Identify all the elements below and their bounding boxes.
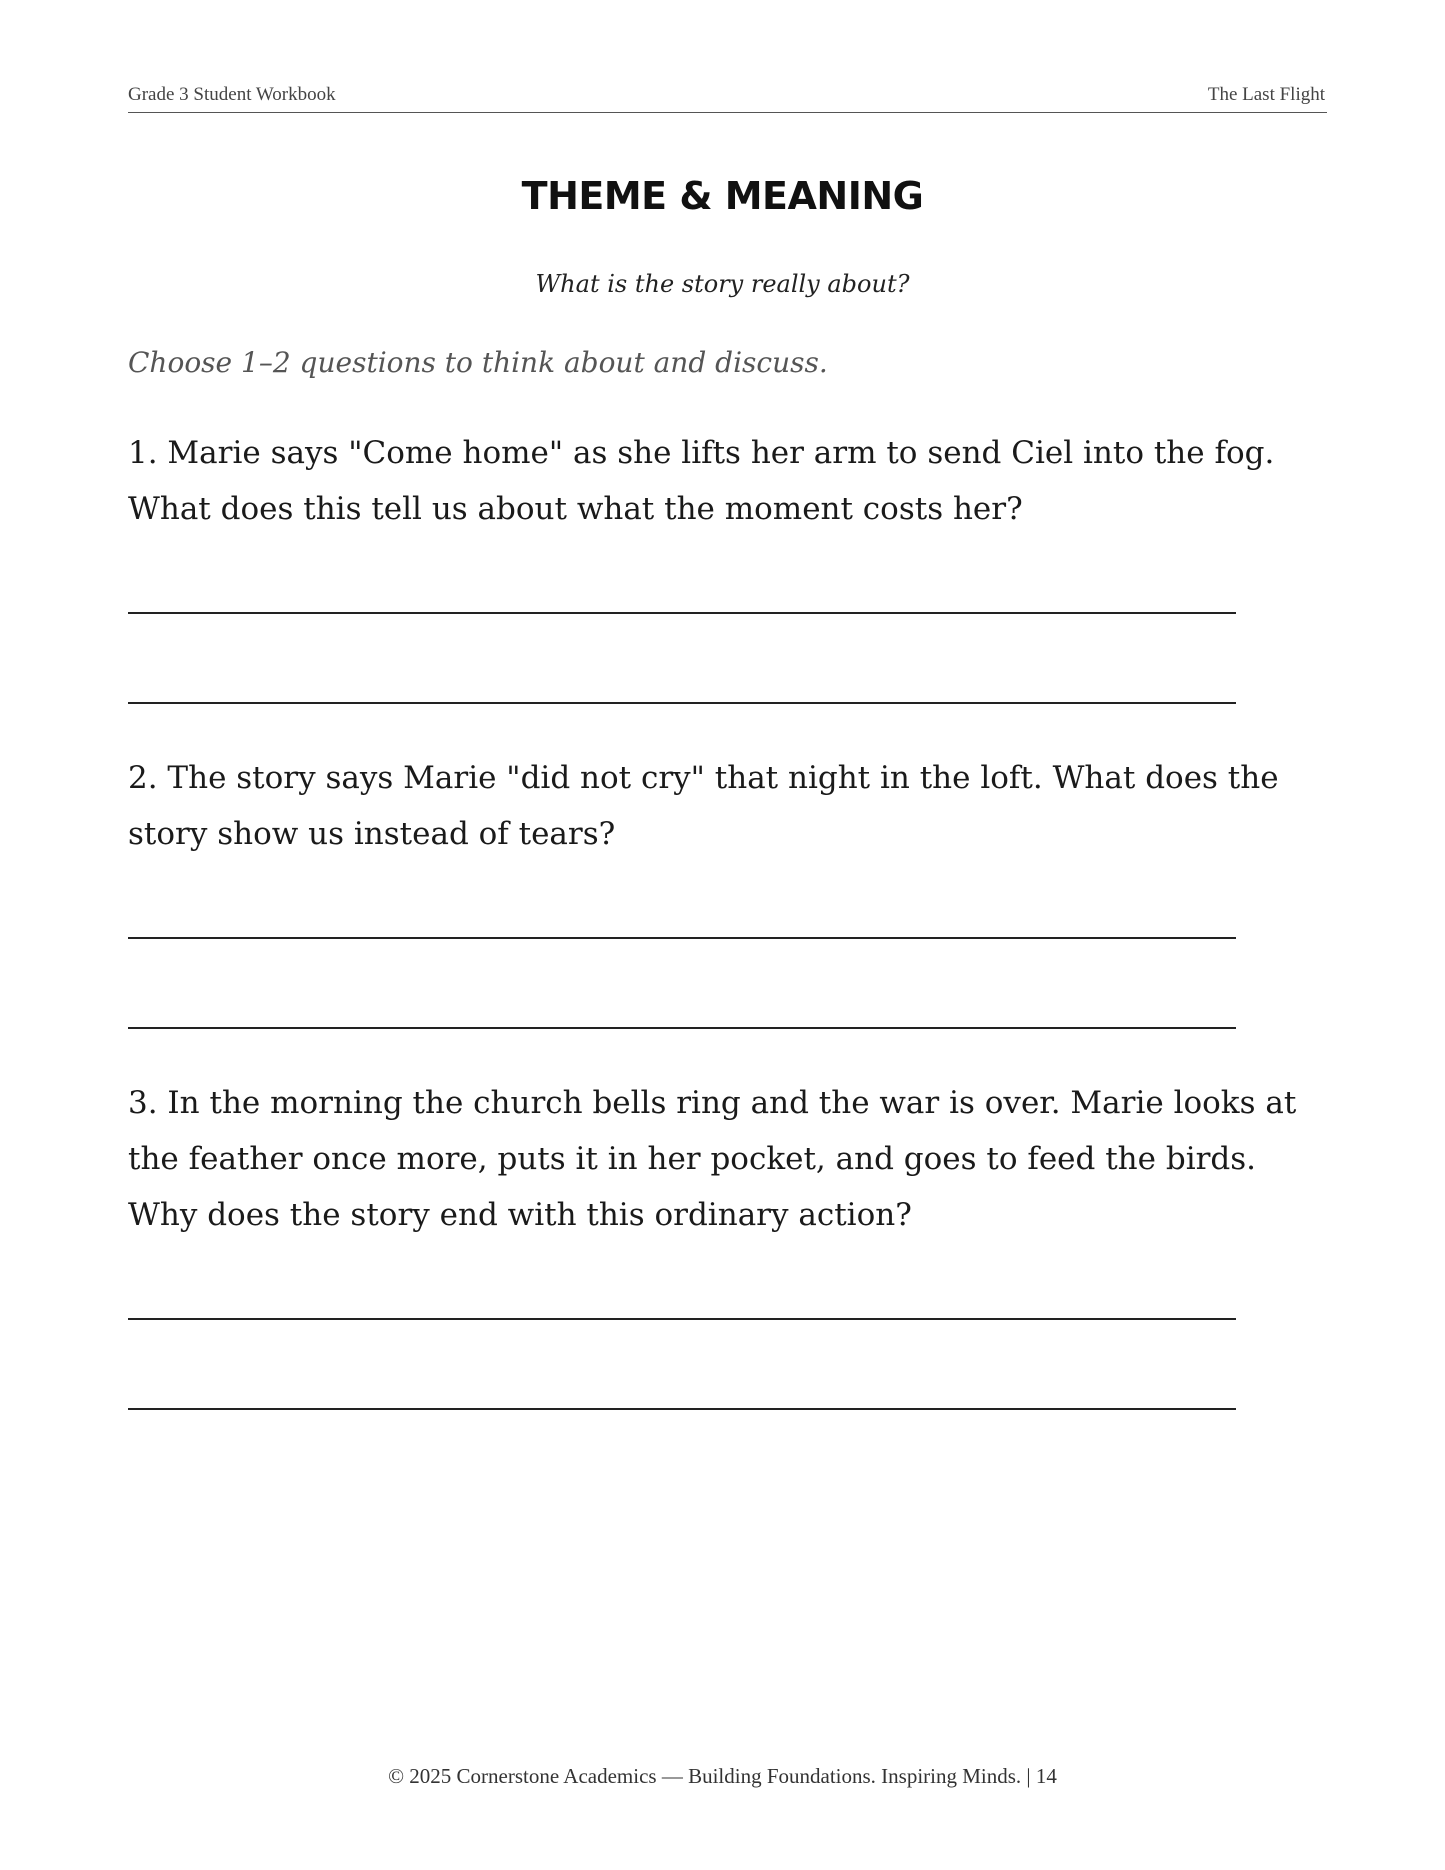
story-title: The Last Flight — [1207, 84, 1325, 105]
answer-line-1a[interactable] — [128, 612, 1236, 614]
page-title: THEME & MEANING — [521, 174, 924, 218]
answer-line-2a[interactable] — [128, 937, 1236, 939]
workbook-title: Grade 3 Student Workbook — [128, 84, 336, 105]
page-header — [128, 84, 1327, 113]
answer-line-3b[interactable] — [128, 1408, 1236, 1410]
answer-line-3a[interactable] — [128, 1318, 1236, 1320]
question-3: 3. In the morning the church bells ring and the war is over. Marie looks at the feather once more, puts it in her pocket, and goes to feed the birds. Why does the story end with this ordinary action? — [128, 1085, 1297, 1233]
question-1: 1. Marie says "Come home" as she lifts her arm to send Ciel into the fog. What does this tell us about what the moment costs her? — [128, 435, 1275, 527]
answer-line-2b[interactable] — [128, 1027, 1236, 1029]
answer-line-1b[interactable] — [128, 702, 1236, 704]
page-subtitle: What is the story really about? — [535, 270, 910, 298]
question-2: 2. The story says Marie "did not cry" that night in the loft. What does the story show us instead of tears? — [128, 760, 1279, 852]
instructions: Choose 1–2 questions to think about and discuss. — [128, 346, 828, 379]
page-footer: © 2025 Cornerstone Academics — Building Foundations. Inspiring Minds. | 14 — [388, 1764, 1057, 1788]
